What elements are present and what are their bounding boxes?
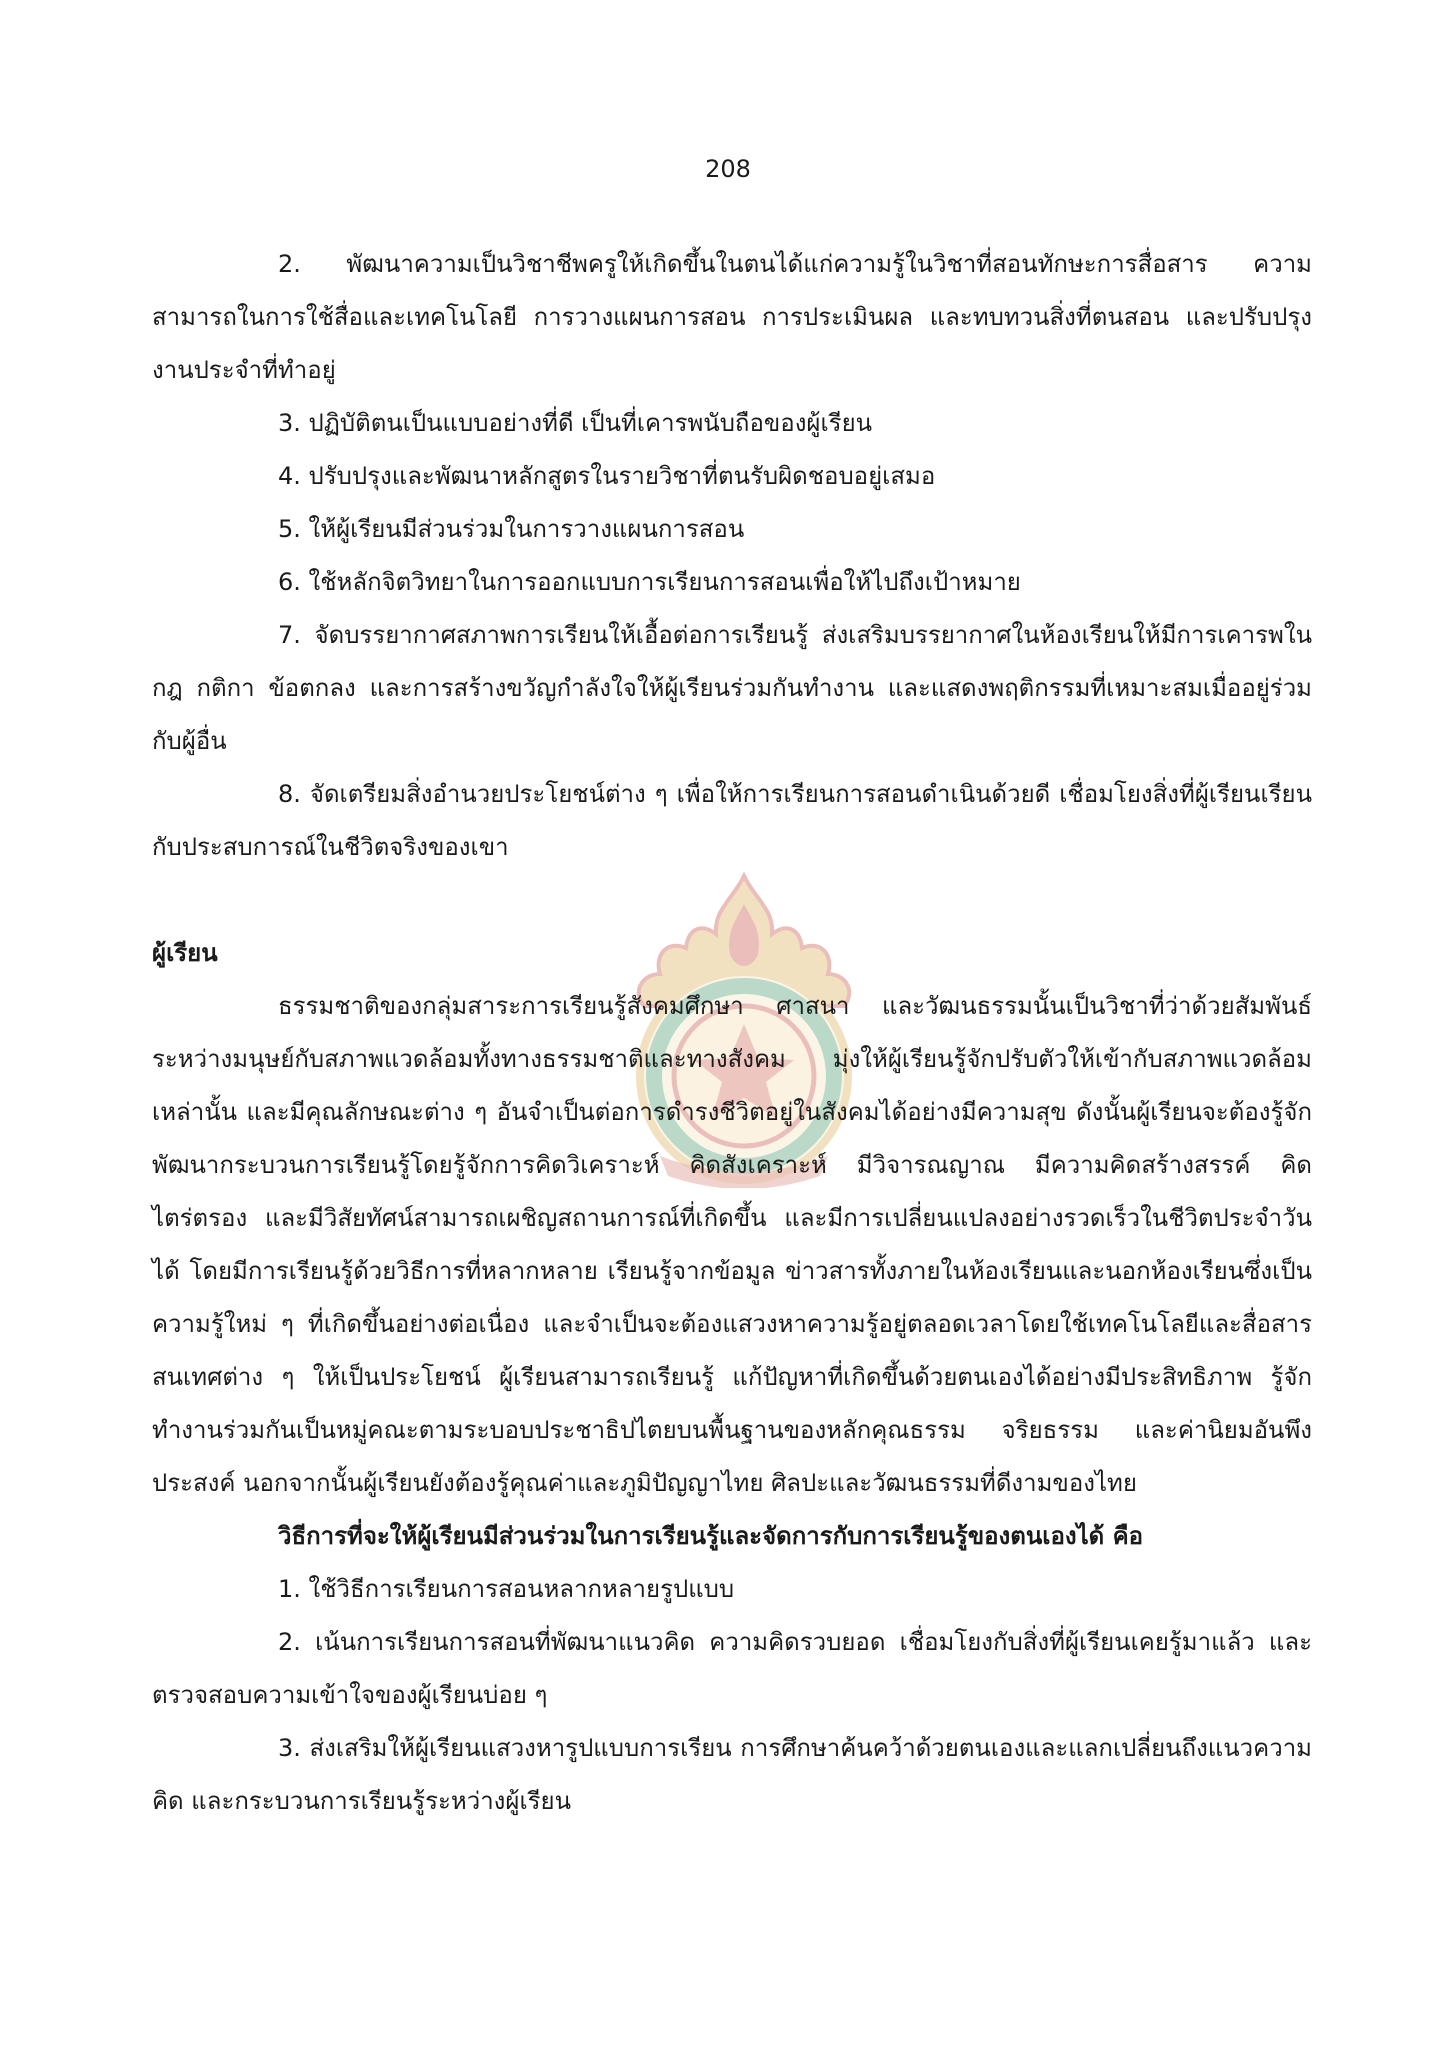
page-number: 208: [705, 155, 751, 183]
teacher-item-2: 2. พัฒนาความเป็นวิชาชีพครูให้เกิดขึ้นในตนได้แก่ความรู้ในวิชาที่สอนทักษะการสื่อสาร ความสามารถในการใช้สื่อและเทคโนโลยี การวางแผนการสอน การประเมินผล และทบทวนสิ่งที่ตนสอน และปรับปรุงงานประจำที่ทำอยู่: [152, 250, 1312, 384]
learner-paragraph: ธรรมชาติของกลุ่มสาระการเรียนรู้สังคมศึกษา ศาสนา และวัฒนธรรมนั้นเป็นวิชาที่ว่าด้วยสัมพันธ์ระหว่างมนุษย์กับสภาพแวดล้อมทั้งทางธรรมชาติและทางสังคม มุ่งให้ผู้เรียนรู้จักปรับตัวให้เข้ากับสภาพแวดล้อมเหล่านั้น และมีคุณลักษณะต่าง ๆ อันจำเป็นต่อการดำรงชีวิตอยู่ในสังคมได้อย่างมีความสุข ดังนั้นผู้เรียนจะต้องรู้จักพัฒนากระบวนการเรียนรู้โดยรู้จักการคิดวิเคราะห์ คิดสังเคราะห์ มีวิจารณญาณ มีความคิดสร้างสรรค์ คิดไตร่ตรอง และมีวิสัยทัศน์สามารถเผชิญสถานการณ์ที่เกิดขึ้น และมีการเปลี่ยนแปลงอย่างรวดเร็วในชีวิตประจำวันได้ โดยมีการเรียนรู้ด้วยวิธีการที่หลากหลาย เรียนรู้จากข้อมูล ข่าวสารทั้งภายในห้องเรียนและนอกห้องเรียนซึ่งเป็นความรู้ใหม่ ๆ ที่เกิดขึ้นอย่างต่อเนื่อง และจำเป็นจะต้องแสวงหาความรู้อยู่ตลอดเวลาโดยใช้เทคโนโลยีและสื่อสารสนเทศต่าง ๆ ให้เป็นประโยชน์ ผู้เรียนสามารถเรียนรู้ แก้ปัญหาที่เกิดขึ้นด้วยตนเองได้อย่างมีประสิทธิภาพ รู้จักทำงานร่วมกันเป็นหมู่คณะตามระบอบประชาธิปไตยบนพื้นฐานของหลักคุณธรรม จริยธรรม และค่านิยมอันพึงประสงค์ นอกจากนั้นผู้เรียนยังต้องรู้คุณค่าและภูมิปัญญาไทย ศิลปะและวัฒนธรรมที่ดีงามของไทย: [152, 992, 1312, 1497]
method-item-1: 1. ใช้วิธีการเรียนการสอนหลากหลายรูปแบบ: [278, 1575, 735, 1603]
teacher-item-8: 8. จัดเตรียมสิ่งอำนวยประโยชน์ต่าง ๆ เพื่อให้การเรียนการสอนดำเนินด้วยดี เชื่อมโยงสิ่งที่ผู้เรียนเรียนกับประสบการณ์ในชีวิตจริงของเขา: [152, 780, 1312, 861]
teacher-item-6: 6. ใช้หลักจิตวิทยาในการออกแบบการเรียนการสอนเพื่อให้ไปถึงเป้าหมาย: [278, 568, 1021, 596]
method-item-3: 3. ส่งเสริมให้ผู้เรียนแสวงหารูปแบบการเรียน การศึกษาค้นคว้าด้วยตนเองและแลกเปลี่ยนถึงแนวความคิด และกระบวนการเรียนรู้ระหว่างผู้เรียน: [152, 1734, 1312, 1815]
page-body: [152, 238, 1312, 1828]
methods-lead-sentence: วิธีการที่จะให้ผู้เรียนมีส่วนร่วมในการเรียนรู้และจัดการกับการเรียนรู้ของตนเองได้ คือ: [278, 1522, 1144, 1550]
teacher-item-7: 7. จัดบรรยากาศสภาพการเรียนให้เอื้อต่อการเรียนรู้ ส่งเสริมบรรยากาศในห้องเรียนให้มีการเคารพในกฎ กติกา ข้อตกลง และการสร้างขวัญกำลังใจให้ผู้เรียนร่วมกันทำงาน และแสดงพฤติกรรมที่เหมาะสมเมื่ออยู่ร่วมกับผู้อื่น: [152, 621, 1312, 755]
method-item-2: 2. เน้นการเรียนการสอนที่พัฒนาแนวคิด ความคิดรวบยอด เชื่อมโยงกับสิ่งที่ผู้เรียนเคยรู้มาแล้ว และตรวจสอบความเข้าใจของผู้เรียนบ่อย ๆ: [152, 1628, 1312, 1709]
teacher-item-5: 5. ให้ผู้เรียนมีส่วนร่วมในการวางแผนการสอน: [278, 515, 745, 543]
teacher-item-3: 3. ปฏิบัติตนเป็นแบบอย่างที่ดี เป็นที่เคารพนับถือของผู้เรียน: [278, 409, 873, 437]
teacher-item-4: 4. ปรับปรุงและพัฒนาหลักสูตรในรายวิชาที่ตนรับผิดชอบอยู่เสมอ: [278, 462, 936, 490]
section-heading-learner: ผู้เรียน: [152, 939, 218, 967]
